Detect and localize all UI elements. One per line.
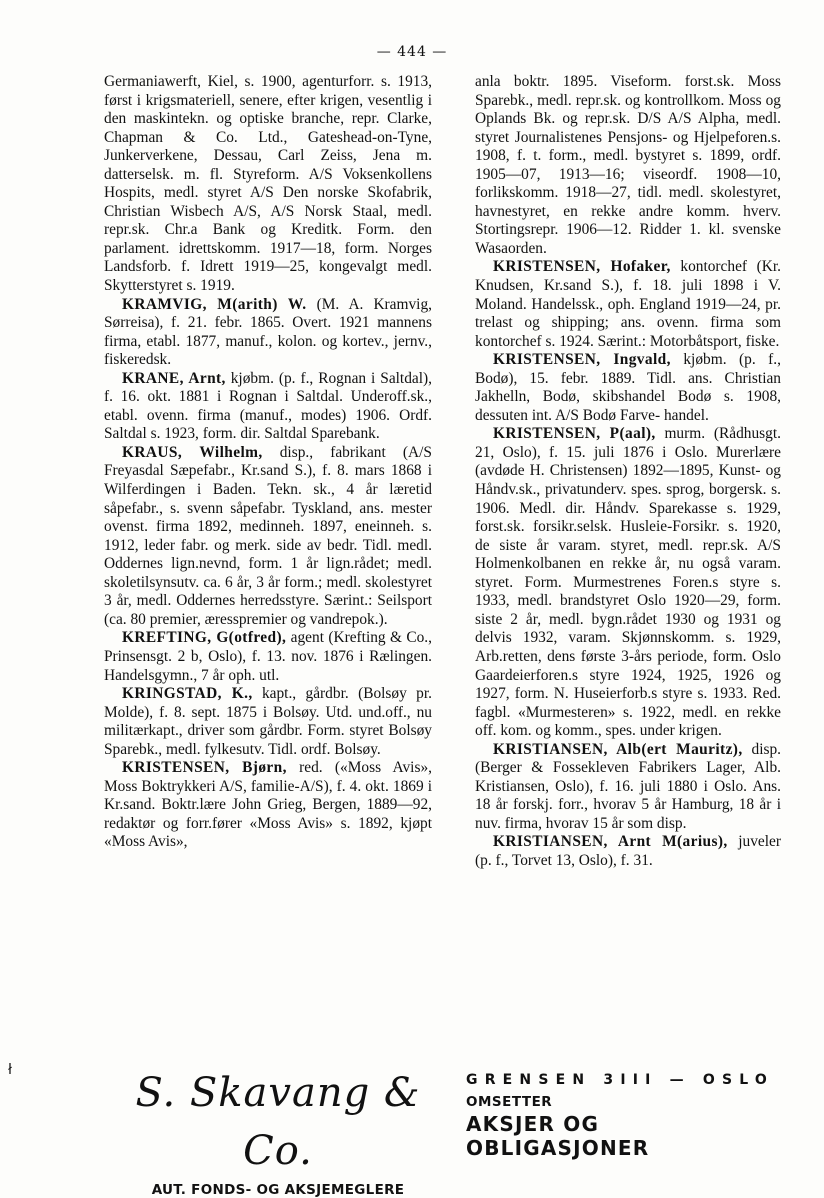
entry-name: KRISTENSEN, Ingvald, <box>493 351 671 369</box>
entry-continuation <box>475 73 781 258</box>
entry-name: KRANE, Arnt, <box>122 369 226 387</box>
print-mark: ł <box>8 1062 12 1078</box>
entry-text: kontorchef (Kr. Knudsen, Kr.sand S.), f. 18. juli 1898 i V. Moland. Handelssk., oph. England 1919—24, pr. trelast og shipping; ans. ovenn. firma som kontorchef s. 1924. Særint.: Motorbåtsport, fiske. <box>475 258 781 350</box>
entry-text: anla boktr. 1895. Viseform. forst.sk. Moss Sparebk., medl. repr.sk. og kontrollkom. Moss og Oplands Bk. og repr.sk. D/S A/S Alpha, medl. styret Journalistenes Pensjons- og Hjelpeforen.s. 1908, f. t. form., medl. bystyret s. 1899, ordf. 1905—07, 1913—16; viseordf. 1908—10, forlikskomm. 1918—27, tidl. medl. skolestyret, havnestyret, en rekke andre komm. hverv. Stortingsrepr. 1906—12. Ridder 1. kl. svenske Wasaorden. <box>475 73 781 257</box>
entry-name: KRISTIANSEN, Arnt M(arius), <box>493 833 728 851</box>
entry-text: (M. A. Kramvig, Sørreisa), f. 21. febr. 1865. Overt. 1921 mannens firma, etabl. 1877, manuf., kolon. og kortev., jernv., fiskeredsk. <box>104 295 432 369</box>
entry-text: kjøbm. (p. f., Rognan i Saltdal), f. 16. okt. 1881 i Rognan i Saltdal. Underoff.sk., etabl. ovenn. firma (manuf., modes) 1906. Ordf. Saltdal s. 1923, form. dir. Saltdal Sparebank. <box>104 369 432 443</box>
entry-text: agent (Krefting & Co., Prinsensgt. 2 b, Oslo), f. 13. nov. 1876 i Rælingen. Handelsgymn., 7 år oph. utl. <box>104 629 432 684</box>
entry-kristiansen-albert <box>475 741 781 834</box>
entry-name: KRISTENSEN, Bjørn, <box>122 759 287 777</box>
entry-name: KRINGSTAD, K., <box>122 685 253 703</box>
entry-name: KRAMVIG, M(arith) W. <box>122 295 307 313</box>
entry-kraus <box>104 444 432 629</box>
entry-name: KRAUS, Wilhelm, <box>122 443 263 461</box>
entry-text: kapt., gårdbr. (Bolsøy pr. Molde), f. 8. sept. 1875 i Bolsøy. Utd. und.off., nu militærkapt., driver som gårdbr. Form. styret Bolsøy Sparebk., medl. fylkesutv. Tidl. ordf. Bolsøy. <box>104 685 433 758</box>
advertisement-line-omsetter: OMSETTER <box>466 1094 553 1110</box>
entry-krefting <box>104 629 432 685</box>
entry-kristiansen-arnt <box>475 833 781 870</box>
entry-kristensen-ingvald <box>475 351 781 425</box>
entry-name: KRISTIANSEN, Alb(ert Mauritz), <box>493 740 743 758</box>
entry-name: KREFTING, G(otfred), <box>122 629 287 647</box>
advertisement-subtitle: AUT. FONDS- OG AKSJEMEGLERE <box>151 1182 405 1198</box>
entry-name: KRISTENSEN, Hofaker, <box>493 258 671 276</box>
entry-text: red. («Moss Avis», Moss Boktrykkeri A/S, familie-A/S), f. 4. okt. 1869 i Kr.sand. Boktr.lære John Grieg, Bergen, 1889—92, redaktør og forr.fører «Moss Avis» s. 1892, kjøpt «Moss Avis», <box>104 759 432 851</box>
entry-krane <box>104 370 432 444</box>
brand-logo-text: S. Skavang & Co. <box>135 1070 421 1174</box>
entry-kristensen-bjorn <box>104 759 432 852</box>
entry-kramvig <box>104 296 432 370</box>
advertisement-address: GRENSEN 3III — OSLO <box>466 1072 775 1088</box>
entry-continuation <box>104 73 432 296</box>
advertisement-line-aksjer: AKSJER OG OBLIGASJONER <box>466 1112 650 1160</box>
right-column <box>475 73 781 871</box>
advertisement-footer <box>0 1058 824 1198</box>
entry-kristensen-hofaker <box>475 258 781 351</box>
entry-kristensen-paal <box>475 425 781 740</box>
entry-kringstad <box>104 685 432 759</box>
entry-text: disp. (Berger & Fossekleven Fabrikers Lager, Alb. Kristiansen, Oslo), f. 16. juli 1880 i Oslo. Ans. 18 år forskj. forr., hvorav 5 år Hamburg, 18 år i nuv. firma, hvorav 15 år som disp. <box>475 740 781 832</box>
advertisement-skavang <box>108 1058 448 1198</box>
entry-text: murm. (Rådhusgt. 21, Oslo), f. 15. juli 1876 i Oslo. Murerlære (avdøde H. Christensen) 1892—1895, Kunst- og Håndv.sk., privatunderv. spes. sprog, borgersk. s. 1906. Medl. dir. Håndv. Sparekasse s. 1929, forst.sk. forsikr.selsk. Husleie-Forsikr. s. 1920, de siste år varam. styret, medl. repr.sk. A/S Holmenkolbanen en rekke år, nu også varam. styret. Form. Murmestrenes Foren.s styre s. 1933, medl. brandstyret Oslo 1920—29, form. siste 2 år, medl. bygn.rådet 1930 og 1931 og delvis 1932, varam. Skjønnskomm. s. 1929, Arb.retten, dens første 3-års periode, form. Oslo Gaardeierforen.s styre 1924, 1925, 1926 og 1927, form. N. Huseierforb.s styre s. 1933. Red. fagbl. «Murmesteren» s. 1922, medl. en rekke off. kom. og komm., spes. under krigen. <box>475 425 781 740</box>
advertisement-grensen <box>466 1072 786 1160</box>
entry-name: KRISTENSEN, P(aal), <box>493 425 656 443</box>
entry-text: juveler (p. f., Torvet 13, Oslo), f. 31. <box>475 833 781 869</box>
page-number: — 444 — <box>376 44 448 60</box>
left-column <box>104 73 432 852</box>
entry-text: disp., fabrikant (A/S Freyasdal Sæpefabr., Kr.sand S.), f. 8. mars 1868 i Wilferdingen i Baden. Tekn. sk., 4 år læretid såpefabr., s. svenn såpefabr. Tyskland, ans. mester ovenst. firma 1892, medinneh. 1897, eneinneh. s. 1912, leder fabr. og merk. side av bedr. Tidl. medl. Oddernes lign.nevnd, form. 1 år lign.rådet; medl. skoletilsynsutv. ca. 6 år, 3 år form.; medl. skolestyret 3 år, medl. Oddernes herredsstyre. Særint.: Seilsport (ca. 80 premier, æresspremier og vandrepok.). <box>104 443 432 628</box>
entry-text: Germaniawerft, Kiel, s. 1900, agenturforr. s. 1913, først i krigsmateriell, senere, efter krigen, vesentlig i den maskintekn. og optiske branche, repr. Clarke, Chapman & Co. Ltd., Gateshead-on-Tyne, Junkerverkene, Dessau, Carl Zeiss, Jena m. datterselsk. m. fl. Styreform. A/S Voksenkollens Hospits, medl. styret A/S Den norske Skofabrik, Christian Wisbech A/S, A/S Norsk Staal, medl. repr.sk. Chr.a Bank og Kreditk. Form. den parlament. idrettskomm. 1917—18, form. Norges Landsforb. f. Idrett 1919—25, kongevalgt medl. Skytterstyret s. 1919. <box>104 73 432 295</box>
entry-text: kjøbm. (p. f., Bodø), 15. febr. 1889. Tidl. ans. Christian Jakhelln, Bodø, skibshandel Bodø s. 1908, dessuten int. A/S Bodø Farve- handel. <box>475 351 781 424</box>
